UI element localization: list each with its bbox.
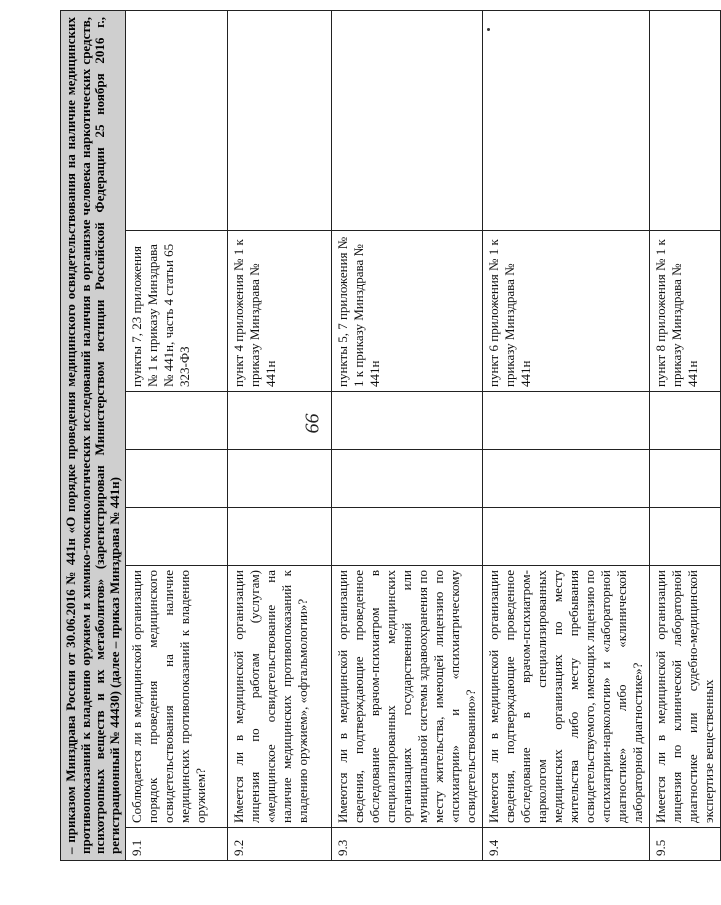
table-row	[332, 10, 483, 860]
answer-cell	[126, 508, 228, 566]
answer-cell	[483, 508, 650, 566]
note-cell	[126, 10, 228, 230]
note-cell	[332, 10, 483, 230]
answer-cell	[126, 450, 228, 508]
page-number: 66	[301, 413, 324, 434]
row-reference: пункты 7, 23 приложения № 1 к приказу Минздрава № 441н, часть 4 статьи 65 323-ФЗ	[126, 231, 228, 392]
row-question: Имеется ли в медицинской организации лицензия по работам (услугам) «медицинское освидетельствование на наличие медицинских противопоказаний к владению оружием», «офтальмологии»?	[228, 566, 332, 828]
answer-cell	[483, 392, 650, 450]
answer-cell	[332, 392, 483, 450]
table-row	[650, 10, 721, 860]
answer-cell	[650, 392, 721, 450]
row-question: Имеются ли в медицинской организации сведения, подтверждающие проведенное обследование в врачом-психиатром-наркологом специализированных медицинских организациях по месту жительства либо месту пребывания освидетельствуемого, имеющих лицензию по «психиатрии-наркологии» и «лабораторной диагностике» либо «клинической лабораторной диагностике»?	[483, 566, 650, 828]
note-cell	[228, 10, 332, 230]
answer-cell	[650, 450, 721, 508]
answer-cell	[332, 450, 483, 508]
row-reference: пункт 8 приложения № 1 к приказу Минздрава № 441н	[650, 231, 721, 392]
row-reference: пункты 5, 7 приложения № 1 к приказу Минздрава № 441н	[332, 231, 483, 392]
table-row	[483, 10, 650, 860]
row-question: Соблюдается ли в медицинской организации порядок проведения медицинского освидетельствования на наличие медицинских противопоказаний к владению оружием?	[126, 566, 228, 828]
answer-cell	[650, 508, 721, 566]
row-number: 9.1	[126, 828, 228, 861]
row-question: Имеются ли в медицинской организации сведения, подтверждающие проведенное обследование врачом-психиатром в специализированных медицинских организациях государственной или муниципальной системы здравоохранения по месту жительства, имеющей лицензию по «психиатрии» и «психиатрическому освидетельствованию»?	[332, 566, 483, 828]
row-number: 9.5	[650, 828, 721, 861]
answer-cell	[332, 508, 483, 566]
table-row	[228, 10, 332, 860]
row-reference: пункт 4 приложения № 1 к приказу Минздрава № 441н	[228, 231, 332, 392]
row-number: 9.3	[332, 828, 483, 861]
section-header: – приказом Минздрава России от 30.06.2016 № 441н «О порядке проведения медицинского освидетельствования на наличие медицинских противопоказаний к владению оружием и химико-токсикологических исследований наличия в организме человека наркотических средств, психотропных веществ и их метаболитов» (зарегистрирован Министерством юстиции Российской Федерации 25 ноября 2016 г., регистрационный № 44430) (далее – приказ Минздрава № 441н)	[61, 10, 126, 860]
checklist-table	[60, 10, 721, 861]
answer-cell	[228, 450, 332, 508]
row-number: 9.4	[483, 828, 650, 861]
row-number: 9.2	[228, 828, 332, 861]
row-question: Имеется ли в медицинской организации лицензия по клинической лабораторной диагностике или судебно-медицинской экспертизе вещественных	[650, 566, 721, 828]
answer-cell	[483, 450, 650, 508]
note-cell	[650, 10, 721, 230]
answer-cell	[126, 392, 228, 450]
answer-cell	[228, 508, 332, 566]
table-row	[126, 10, 228, 860]
note-cell	[483, 10, 650, 230]
row-reference: пункт 6 приложения № 1 к приказу Минздрава № 441н	[483, 231, 650, 392]
header-row	[61, 10, 126, 860]
answer-cell	[228, 392, 332, 450]
